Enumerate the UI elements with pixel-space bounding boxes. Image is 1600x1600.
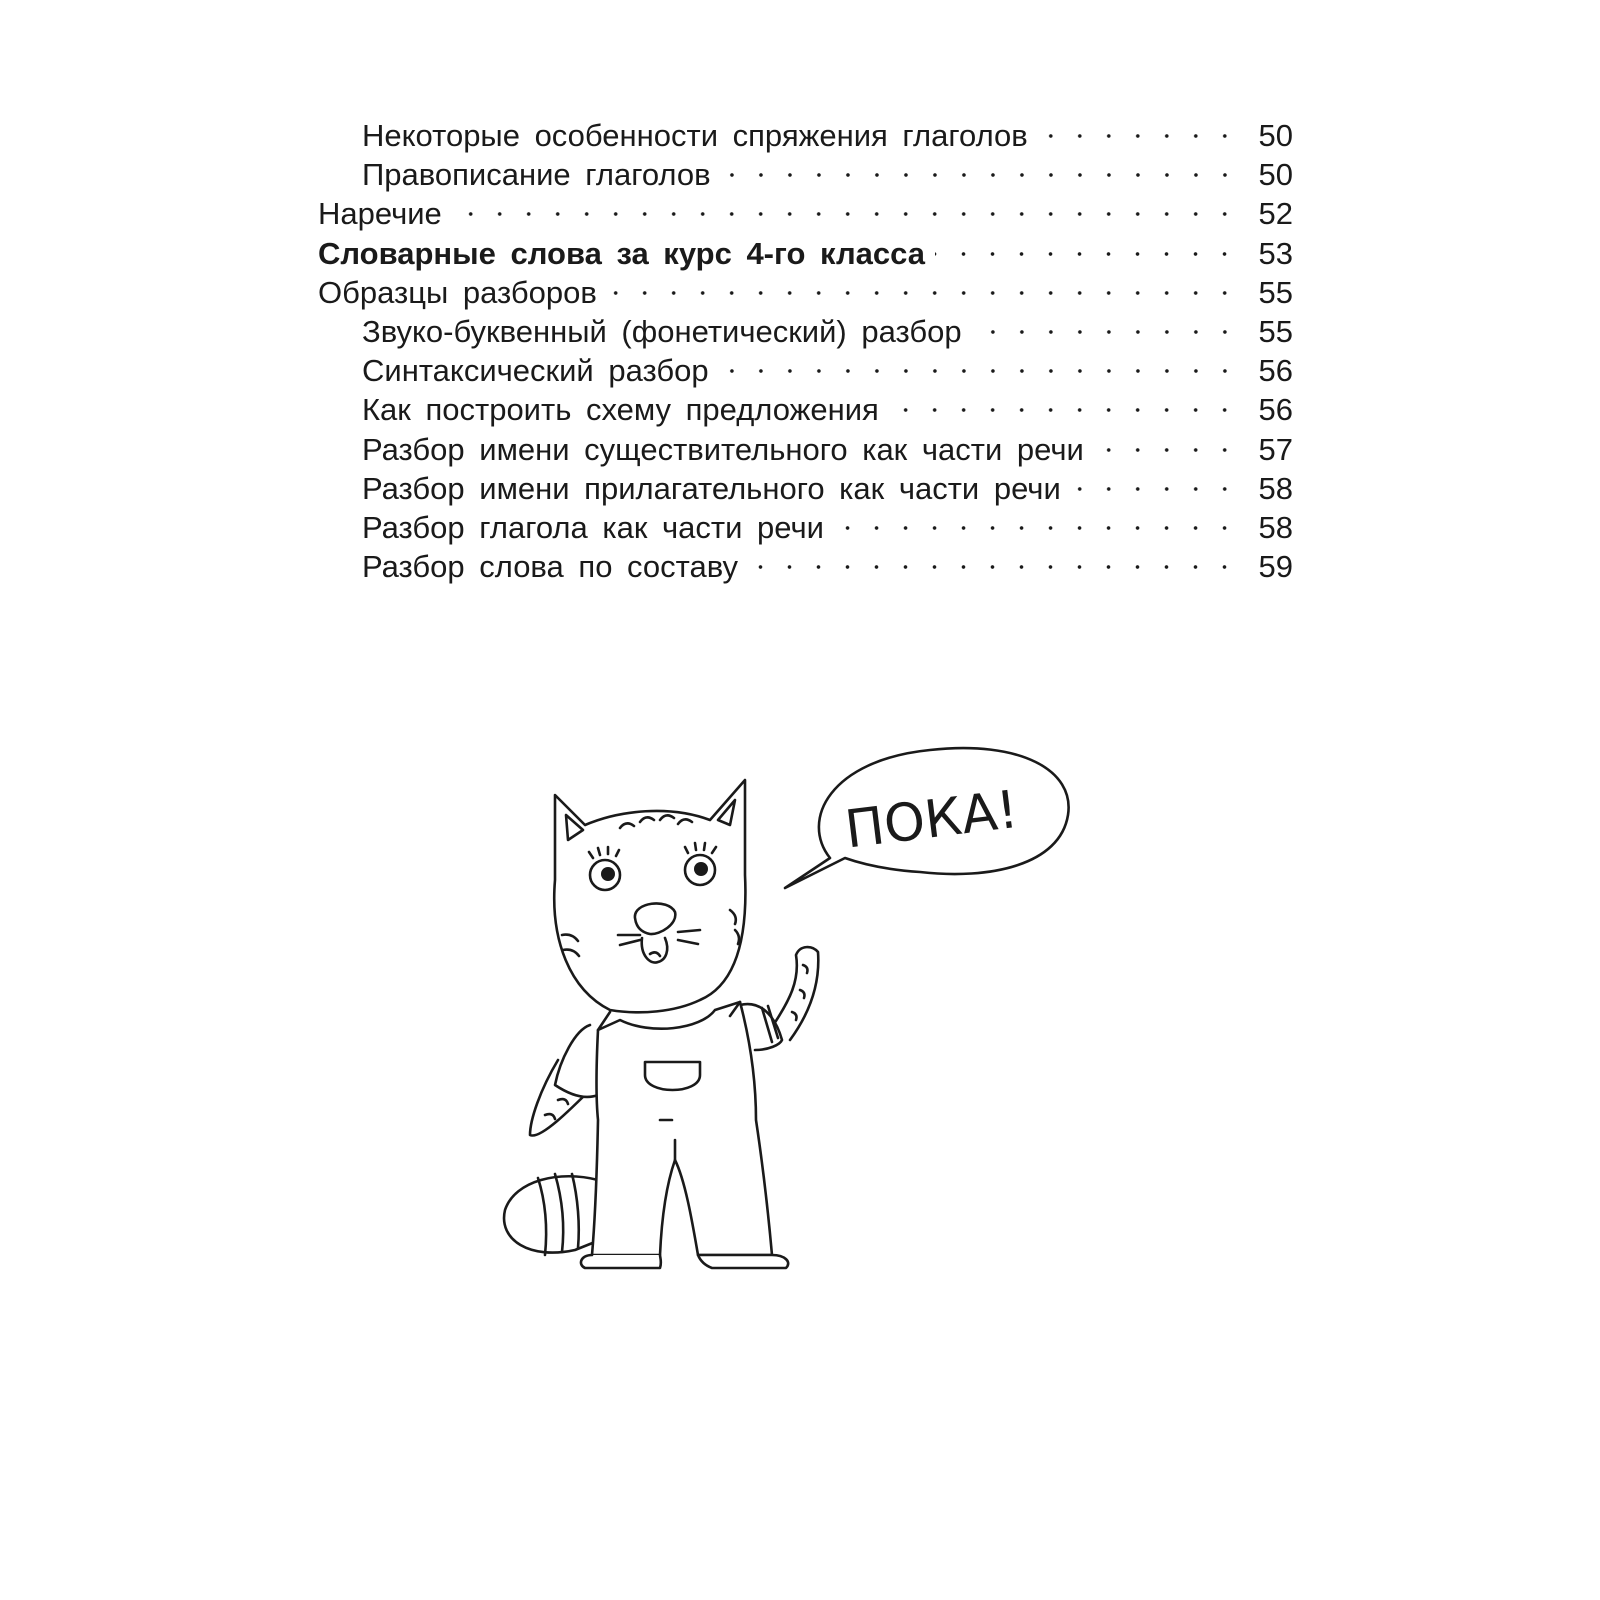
table-of-contents — [318, 116, 1293, 586]
toc-leader-dots — [1071, 486, 1239, 492]
toc-entry[interactable] — [318, 508, 1293, 547]
toc-entry[interactable] — [318, 390, 1293, 429]
right-arm — [772, 947, 818, 1040]
toc-entry-title: Разбор имени существительного как части речи — [362, 431, 1084, 467]
toc-entry[interactable] — [318, 351, 1293, 390]
toc-entry-title: Некоторые особенности спряжения глаголов — [362, 118, 1028, 153]
toc-entry-page: 53 — [1258, 235, 1293, 271]
toc-leader-dots — [1094, 447, 1239, 453]
toc-leader-dots — [719, 368, 1239, 374]
speech-bubble-text: ПОКА! — [841, 779, 1022, 861]
toc-entry-title: Синтаксический разбор — [362, 353, 709, 389]
toc-leader-dots — [889, 407, 1239, 413]
toc-entry[interactable] — [318, 116, 1293, 155]
toc-entry-page: 50 — [1258, 157, 1293, 193]
toc-entry-page: 55 — [1258, 274, 1293, 310]
cat-illustration — [500, 740, 1100, 1320]
toc-leader-dots — [834, 525, 1239, 531]
toc-entry[interactable] — [318, 194, 1293, 233]
toc-entry-title: Как построить схему предложения — [362, 392, 879, 428]
toc-entry-title: Разбор глагола как части речи — [362, 509, 824, 545]
toc-entry[interactable] — [318, 234, 1293, 273]
toc-entry-page: 52 — [1258, 196, 1293, 232]
cat-head — [554, 780, 745, 1012]
toc-entry[interactable] — [318, 273, 1293, 312]
toc-entry[interactable] — [318, 547, 1293, 586]
toc-leader-dots — [607, 290, 1239, 296]
toc-leader-dots — [452, 211, 1239, 217]
toc-leader-dots — [1038, 133, 1239, 139]
toc-entry-page: 57 — [1258, 431, 1293, 467]
speech-bubble — [785, 748, 1069, 888]
toc-entry[interactable] — [318, 312, 1293, 351]
toc-entry[interactable] — [318, 430, 1293, 469]
toc-entry-page: 58 — [1258, 470, 1293, 506]
toc-leader-dots — [935, 251, 1239, 257]
toc-entry-title: Разбор слова по составу — [362, 549, 739, 585]
tail — [504, 1174, 600, 1255]
toc-entry-page: 56 — [1258, 353, 1293, 389]
toc-entry-page: 56 — [1258, 392, 1293, 428]
toc-entry-title: Словарные слова за курс 4-го класса — [318, 235, 925, 271]
toc-entry-title: Звуко-буквенный (фонетический) разбор — [362, 313, 962, 349]
toc-entry-page: 55 — [1258, 313, 1293, 349]
toc-entry-title: Образцы разборов — [318, 274, 597, 310]
toc-entry[interactable] — [318, 155, 1293, 194]
toc-entry-title: Наречие — [318, 196, 442, 232]
feet — [581, 1255, 788, 1268]
toc-leader-dots — [721, 172, 1239, 178]
toc-entry-page: 58 — [1258, 509, 1293, 545]
toc-leader-dots — [972, 329, 1239, 335]
toc-leader-dots — [748, 564, 1239, 570]
toc-entry-title: Правописание глаголов — [362, 157, 711, 193]
toc-entry-page: 50 — [1258, 118, 1293, 153]
toc-entry[interactable] — [318, 469, 1293, 508]
overalls — [592, 1002, 772, 1255]
toc-entry-page: 59 — [1258, 549, 1293, 585]
toc-entry-title: Разбор имени прилагательного как части речи — [362, 470, 1061, 506]
